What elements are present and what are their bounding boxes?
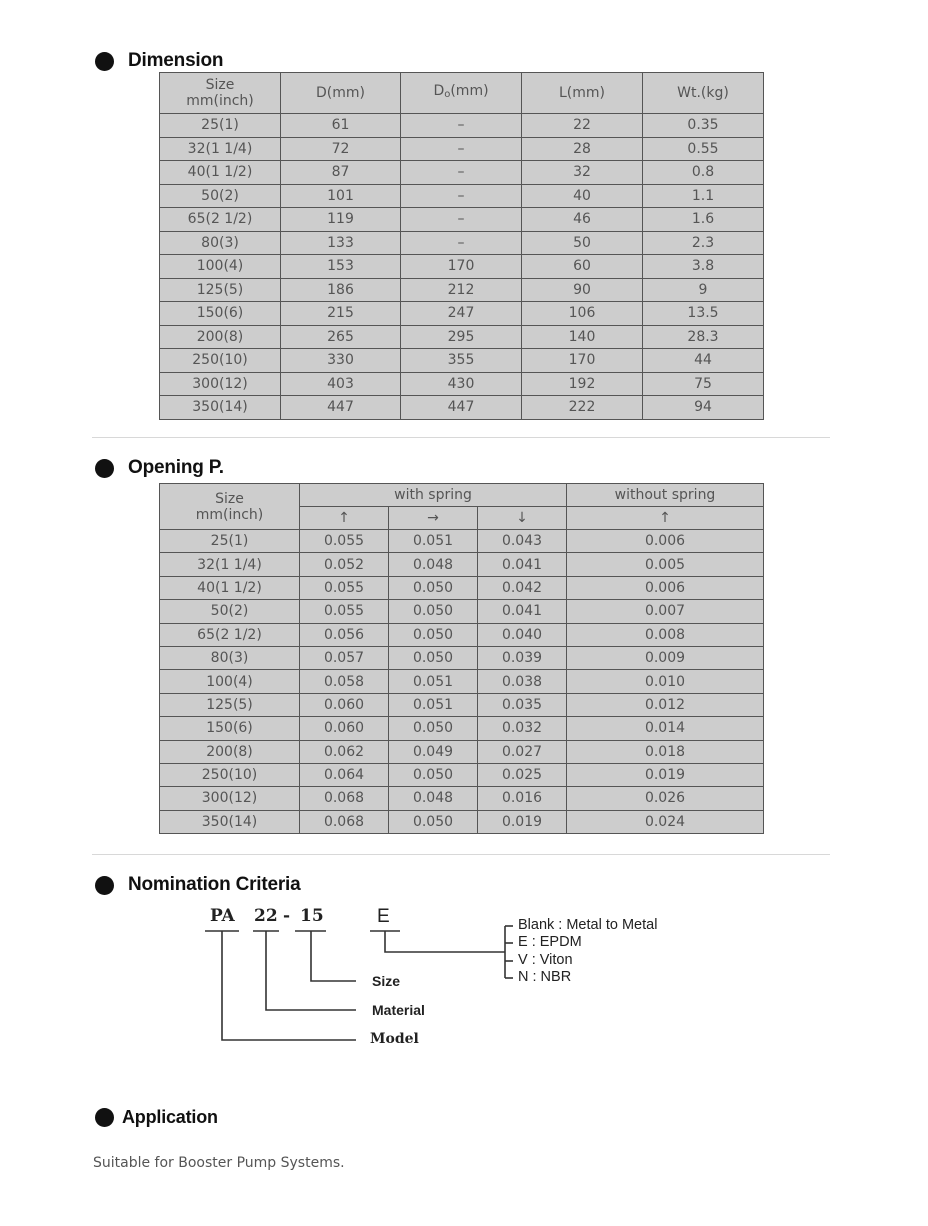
table-row <box>160 693 764 716</box>
table-cell: 0.048 <box>389 553 478 576</box>
table-cell: 0.056 <box>300 623 389 646</box>
table-cell: 101 <box>281 184 401 208</box>
table-row <box>160 114 764 138</box>
table-cell: 215 <box>281 302 401 326</box>
code-model: PA <box>210 906 235 926</box>
table-cell: 0.058 <box>300 670 389 693</box>
table-cell: 0.050 <box>389 623 478 646</box>
opening-header-size <box>160 484 300 530</box>
label-size: Size <box>372 973 401 989</box>
label-model: Model <box>370 1031 419 1047</box>
table-cell: 0.055 <box>300 600 389 623</box>
table-cell: 0.005 <box>567 553 764 576</box>
table-cell: 9 <box>643 278 764 302</box>
table-cell: 0.050 <box>389 717 478 740</box>
table-cell: – <box>401 114 522 138</box>
bullet-icon <box>95 876 114 895</box>
table-cell: 200(8) <box>160 740 300 763</box>
table-cell: 0.060 <box>300 717 389 740</box>
table-row <box>160 553 764 576</box>
table-cell: 0.050 <box>389 763 478 786</box>
table-cell: 300(12) <box>160 372 281 396</box>
table-cell: 0.024 <box>567 810 764 833</box>
table-cell: 0.050 <box>389 576 478 599</box>
table-cell: 60 <box>522 255 643 279</box>
nomination-heading <box>95 874 301 896</box>
table-cell: 0.014 <box>567 717 764 740</box>
label-material: Material <box>372 1002 425 1018</box>
table-cell: 0.051 <box>389 670 478 693</box>
table-cell: 0.010 <box>567 670 764 693</box>
size-header-line1: Size <box>205 77 235 93</box>
table-cell: 0.068 <box>300 810 389 833</box>
table-cell: 0.064 <box>300 763 389 786</box>
dimension-header-d: D(mm) <box>281 73 401 114</box>
table-row <box>160 787 764 810</box>
dimension-header-l: L(mm) <box>522 73 643 114</box>
table-cell: 295 <box>401 325 522 349</box>
dimension-heading <box>95 50 223 72</box>
table-row <box>160 349 764 373</box>
table-cell: 72 <box>281 137 401 161</box>
table-row <box>160 717 764 740</box>
table-cell: – <box>401 137 522 161</box>
table-cell: 25(1) <box>160 114 281 138</box>
table-cell: 250(10) <box>160 763 300 786</box>
dimension-header-row <box>160 73 764 114</box>
table-cell: 106 <box>522 302 643 326</box>
table-row <box>160 231 764 255</box>
table-cell: 44 <box>643 349 764 373</box>
table-cell: 87 <box>281 161 401 185</box>
table-cell: 50(2) <box>160 600 300 623</box>
opening-header-with-spring: with spring <box>300 484 567 507</box>
code-size: 15 <box>300 906 324 926</box>
table-cell: 0.043 <box>478 530 567 553</box>
table-row <box>160 255 764 279</box>
table-cell: 80(3) <box>160 231 281 255</box>
table-cell: – <box>401 161 522 185</box>
table-cell: 65(2 1/2) <box>160 623 300 646</box>
do-subscript: o <box>444 89 451 100</box>
table-cell: 0.050 <box>389 810 478 833</box>
table-cell: 133 <box>281 231 401 255</box>
table-cell: 90 <box>522 278 643 302</box>
do-unit: (mm) <box>450 83 489 99</box>
do-main: D <box>433 83 445 99</box>
table-cell: 0.006 <box>567 576 764 599</box>
table-cell: 0.055 <box>300 530 389 553</box>
table-cell: 265 <box>281 325 401 349</box>
size-header-line2: mm(inch) <box>195 506 264 523</box>
arrow-up-icon: ↑ <box>300 507 389 530</box>
table-cell: 0.049 <box>389 740 478 763</box>
table-cell: – <box>401 208 522 232</box>
table-cell: 300(12) <box>160 787 300 810</box>
table-cell: 1.1 <box>643 184 764 208</box>
table-cell: 0.55 <box>643 137 764 161</box>
table-cell: 3.8 <box>643 255 764 279</box>
table-cell: 25(1) <box>160 530 300 553</box>
table-row <box>160 302 764 326</box>
table-row <box>160 670 764 693</box>
dimension-header-do <box>401 73 522 114</box>
table-cell: 0.027 <box>478 740 567 763</box>
table-cell: 447 <box>401 396 522 420</box>
table-cell: 0.052 <box>300 553 389 576</box>
table-cell: 0.025 <box>478 763 567 786</box>
table-row <box>160 740 764 763</box>
table-cell: 0.038 <box>478 670 567 693</box>
table-row <box>160 184 764 208</box>
dimension-header-wt: Wt.(kg) <box>643 73 764 114</box>
table-cell: 100(4) <box>160 255 281 279</box>
seal-option: V : Viton <box>518 952 573 968</box>
table-cell: 0.068 <box>300 787 389 810</box>
application-heading <box>95 1107 218 1128</box>
arrow-down-icon: ↓ <box>478 507 567 530</box>
table-cell: 0.051 <box>389 693 478 716</box>
table-cell: 0.042 <box>478 576 567 599</box>
table-cell: 0.008 <box>567 623 764 646</box>
opening-table <box>159 483 764 834</box>
table-cell: 250(10) <box>160 349 281 373</box>
table-row <box>160 137 764 161</box>
table-cell: 0.8 <box>643 161 764 185</box>
table-cell: 0.006 <box>567 530 764 553</box>
table-row <box>160 623 764 646</box>
table-cell: 0.018 <box>567 740 764 763</box>
opening-table-body <box>160 530 764 834</box>
table-cell: 212 <box>401 278 522 302</box>
table-cell: 40(1 1/2) <box>160 576 300 599</box>
dimension-table <box>159 72 764 420</box>
table-row <box>160 208 764 232</box>
table-cell: 0.048 <box>389 787 478 810</box>
table-cell: 200(8) <box>160 325 281 349</box>
bullet-icon <box>95 52 114 71</box>
table-cell: 403 <box>281 372 401 396</box>
table-cell: 100(4) <box>160 670 300 693</box>
table-cell: 0.057 <box>300 646 389 669</box>
opening-title: Opening P. <box>128 457 224 478</box>
application-text: Suitable for Booster Pump Systems. <box>93 1155 345 1171</box>
bullet-icon <box>95 459 114 478</box>
table-cell: 46 <box>522 208 643 232</box>
table-cell: 119 <box>281 208 401 232</box>
opening-heading <box>95 457 224 479</box>
table-cell: 0.026 <box>567 787 764 810</box>
table-cell: 350(14) <box>160 396 281 420</box>
table-cell: 430 <box>401 372 522 396</box>
table-cell: 222 <box>522 396 643 420</box>
table-cell: 0.009 <box>567 646 764 669</box>
table-cell: 32(1 1/4) <box>160 553 300 576</box>
table-cell: 13.5 <box>643 302 764 326</box>
table-cell: 0.019 <box>567 763 764 786</box>
table-row <box>160 372 764 396</box>
seal-option: N : NBR <box>518 969 572 985</box>
table-cell: 32(1 1/4) <box>160 137 281 161</box>
table-row <box>160 325 764 349</box>
code-seal: E <box>377 906 390 927</box>
dimension-title: Dimension <box>128 50 224 71</box>
table-cell: 0.050 <box>389 646 478 669</box>
table-cell: 0.032 <box>478 717 567 740</box>
section-divider <box>92 437 830 438</box>
table-cell: 0.35 <box>643 114 764 138</box>
table-cell: 65(2 1/2) <box>160 208 281 232</box>
table-cell: 32 <box>522 161 643 185</box>
table-cell: 0.060 <box>300 693 389 716</box>
table-cell: 153 <box>281 255 401 279</box>
table-row <box>160 396 764 420</box>
table-row <box>160 646 764 669</box>
arrow-right-icon: → <box>389 507 478 530</box>
table-cell: 94 <box>643 396 764 420</box>
table-cell: 28.3 <box>643 325 764 349</box>
section-divider <box>92 854 830 855</box>
table-cell: 28 <box>522 137 643 161</box>
bullet-icon <box>95 1108 114 1127</box>
table-cell: 186 <box>281 278 401 302</box>
table-cell: 0.007 <box>567 600 764 623</box>
table-cell: 50 <box>522 231 643 255</box>
table-cell: 170 <box>401 255 522 279</box>
table-cell: 350(14) <box>160 810 300 833</box>
code-material: 22 <box>254 906 278 926</box>
size-header-line1: Size <box>215 490 244 507</box>
table-cell: 0.050 <box>389 600 478 623</box>
table-cell: 2.3 <box>643 231 764 255</box>
table-cell: 447 <box>281 396 401 420</box>
table-cell: 1.6 <box>643 208 764 232</box>
table-cell: 125(5) <box>160 278 281 302</box>
table-cell: 0.035 <box>478 693 567 716</box>
table-cell: 0.055 <box>300 576 389 599</box>
table-row <box>160 576 764 599</box>
table-row <box>160 810 764 833</box>
table-cell: 50(2) <box>160 184 281 208</box>
table-row <box>160 600 764 623</box>
table-cell: 61 <box>281 114 401 138</box>
table-cell: 140 <box>522 325 643 349</box>
dimension-table-body <box>160 114 764 420</box>
table-cell: 0.041 <box>478 600 567 623</box>
size-header-line2: mm(inch) <box>186 93 254 109</box>
table-cell: 0.062 <box>300 740 389 763</box>
table-cell: 355 <box>401 349 522 373</box>
table-row <box>160 161 764 185</box>
table-cell: 0.012 <box>567 693 764 716</box>
table-cell: 0.019 <box>478 810 567 833</box>
opening-header-without-spring: without spring <box>567 484 764 507</box>
table-cell: 0.040 <box>478 623 567 646</box>
table-cell: 40 <box>522 184 643 208</box>
table-row <box>160 763 764 786</box>
table-cell: 40(1 1/2) <box>160 161 281 185</box>
table-row <box>160 278 764 302</box>
dimension-header-size <box>160 73 281 114</box>
table-cell: 170 <box>522 349 643 373</box>
table-cell: 75 <box>643 372 764 396</box>
table-cell: 247 <box>401 302 522 326</box>
application-title: Application <box>122 1107 218 1127</box>
table-cell: – <box>401 231 522 255</box>
table-cell: 125(5) <box>160 693 300 716</box>
table-cell: 80(3) <box>160 646 300 669</box>
table-cell: 22 <box>522 114 643 138</box>
code-dash: - <box>283 906 291 926</box>
opening-header-row-1 <box>160 484 764 507</box>
arrow-up-icon: ↑ <box>567 507 764 530</box>
table-cell: 150(6) <box>160 302 281 326</box>
table-cell: 0.039 <box>478 646 567 669</box>
table-cell: 150(6) <box>160 717 300 740</box>
table-cell: 330 <box>281 349 401 373</box>
table-cell: 0.041 <box>478 553 567 576</box>
table-cell: – <box>401 184 522 208</box>
seal-option: Blank : Metal to Metal <box>518 917 658 933</box>
seal-option: E : EPDM <box>518 934 582 950</box>
table-cell: 0.016 <box>478 787 567 810</box>
nomination-title: Nomination Criteria <box>128 874 301 895</box>
table-cell: 192 <box>522 372 643 396</box>
table-cell: 0.051 <box>389 530 478 553</box>
table-row <box>160 530 764 553</box>
